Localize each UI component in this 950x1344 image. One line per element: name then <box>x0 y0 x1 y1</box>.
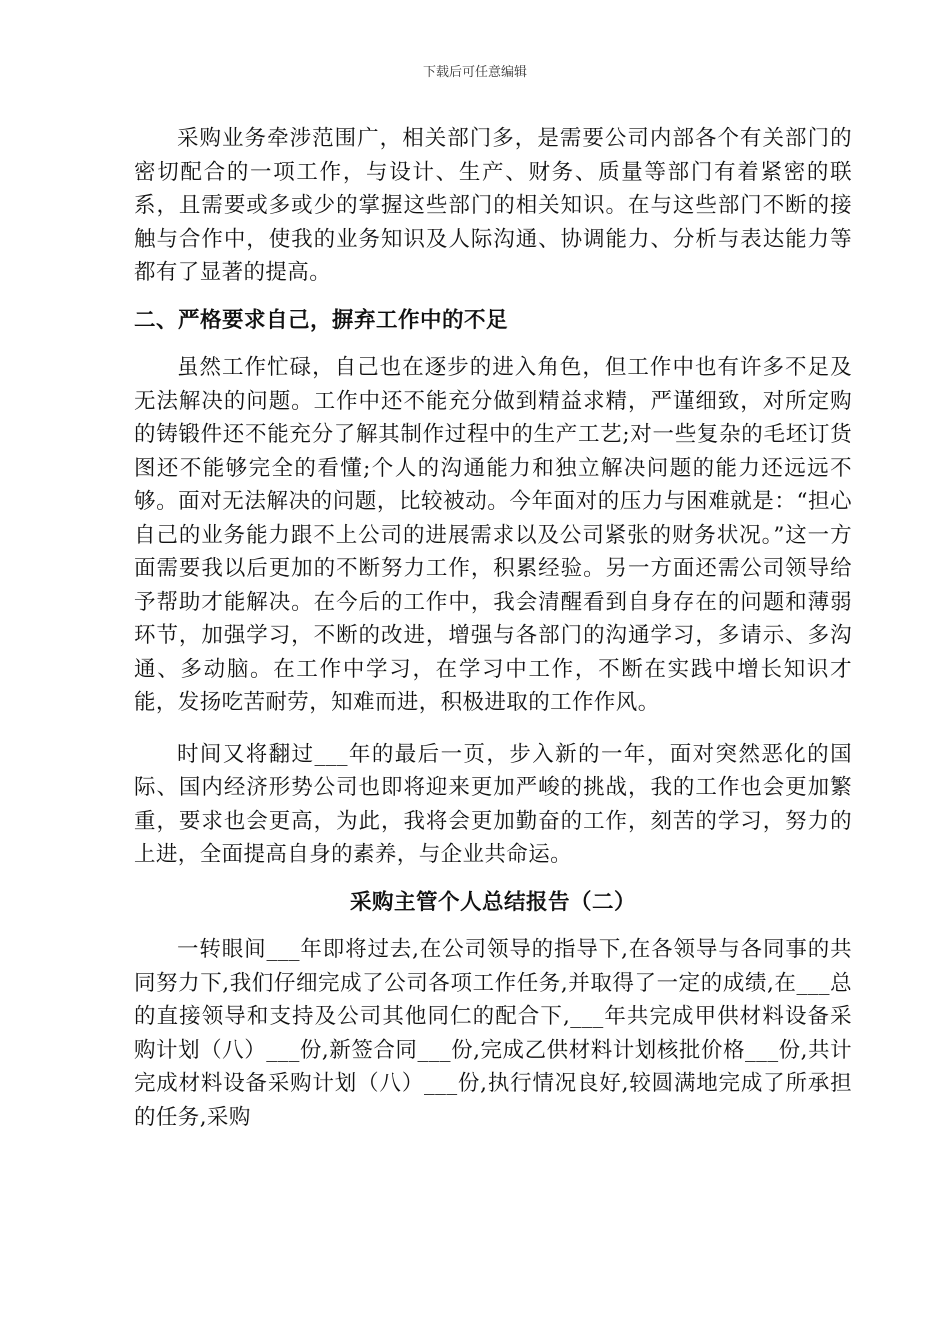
paragraph-shortcomings: 虽然工作忙碌，自己也在逐步的进入角色，但工作中也有许多不足及无法解决的问题。工作中还不能充分做到精益求精，严谨细致，对所定购的铸锻件还不能充分了解其制作过程中的生产工艺;对一些复杂的毛坯订货图还不能够完全的看懂;个人的沟通能力和独立解决问题的能力还远远不够。面对无法解决的问题，比较被动。今年面对的压力与困难就是：“担心自己的业务能力跟不上公司的进展需求以及公司紧张的财务状况。”这一方面需要我以后更加的不断努力工作，积累经验。另一方面还需公司领导给予帮助才能解决。在今后的工作中，我会清醒看到自身存在的问题和薄弱环节，加强学习，不断的改进，增强与各部门的沟通学习，多请示、多沟通、多动脑。在工作中学习，在学习中工作，不断在实践中增长知识才能，发扬吃苦耐劳，知难而进，积极进取的工作作风。 <box>134 355 852 715</box>
report-title-part-two: 采购主管个人总结报告（二） <box>349 889 636 915</box>
paragraph-year-summary: 一转眼间___年即将过去,在公司领导的指导下,在各领导与各同事的共同努力下,我们仔细完成了公司各项工作任务,并取得了一定的成绩,在___总的直接领导和支持及公司其他同仁的配合下,___年共完成甲供材料设备采购计划（八）___份,新签合同___份,完成乙供材料计划核批价格___份,共计完成材料设备采购计划（八）___份,执行情况良好,较圆满地完成了所承担的任务,采购 <box>134 937 852 1130</box>
document-body <box>134 122 852 1134</box>
paragraph-new-year: 时间又将翻过___年的最后一页，步入新的一年，面对突然恶化的国际、国内经济形势公司也即将迎来更加严峻的挑战，我的工作也会更加繁重，要求也会更高，为此，我将会更加勤奋的工作，刻苦的学习，努力的上进，全面提高自身的素养，与企业共命运。 <box>134 741 852 867</box>
section-heading-shortcomings: 二、严格要求自己，摒弃工作中的不足 <box>134 307 509 333</box>
paragraph-procurement-scope: 采购业务牵涉范围广，相关部门多，是需要公司内部各个有关部门的密切配合的一项工作，与设计、生产、财务、质量等部门有着紧密的联系，且需要或多或少的掌握这些部门的相关知识。在与这些部门不断的接触与合作中，使我的业务知识及人际沟通、协调能力、分析与表达能力等都有了显著的提高。 <box>134 126 852 285</box>
page-header-note: 下载后可任意编辑 <box>422 65 527 80</box>
